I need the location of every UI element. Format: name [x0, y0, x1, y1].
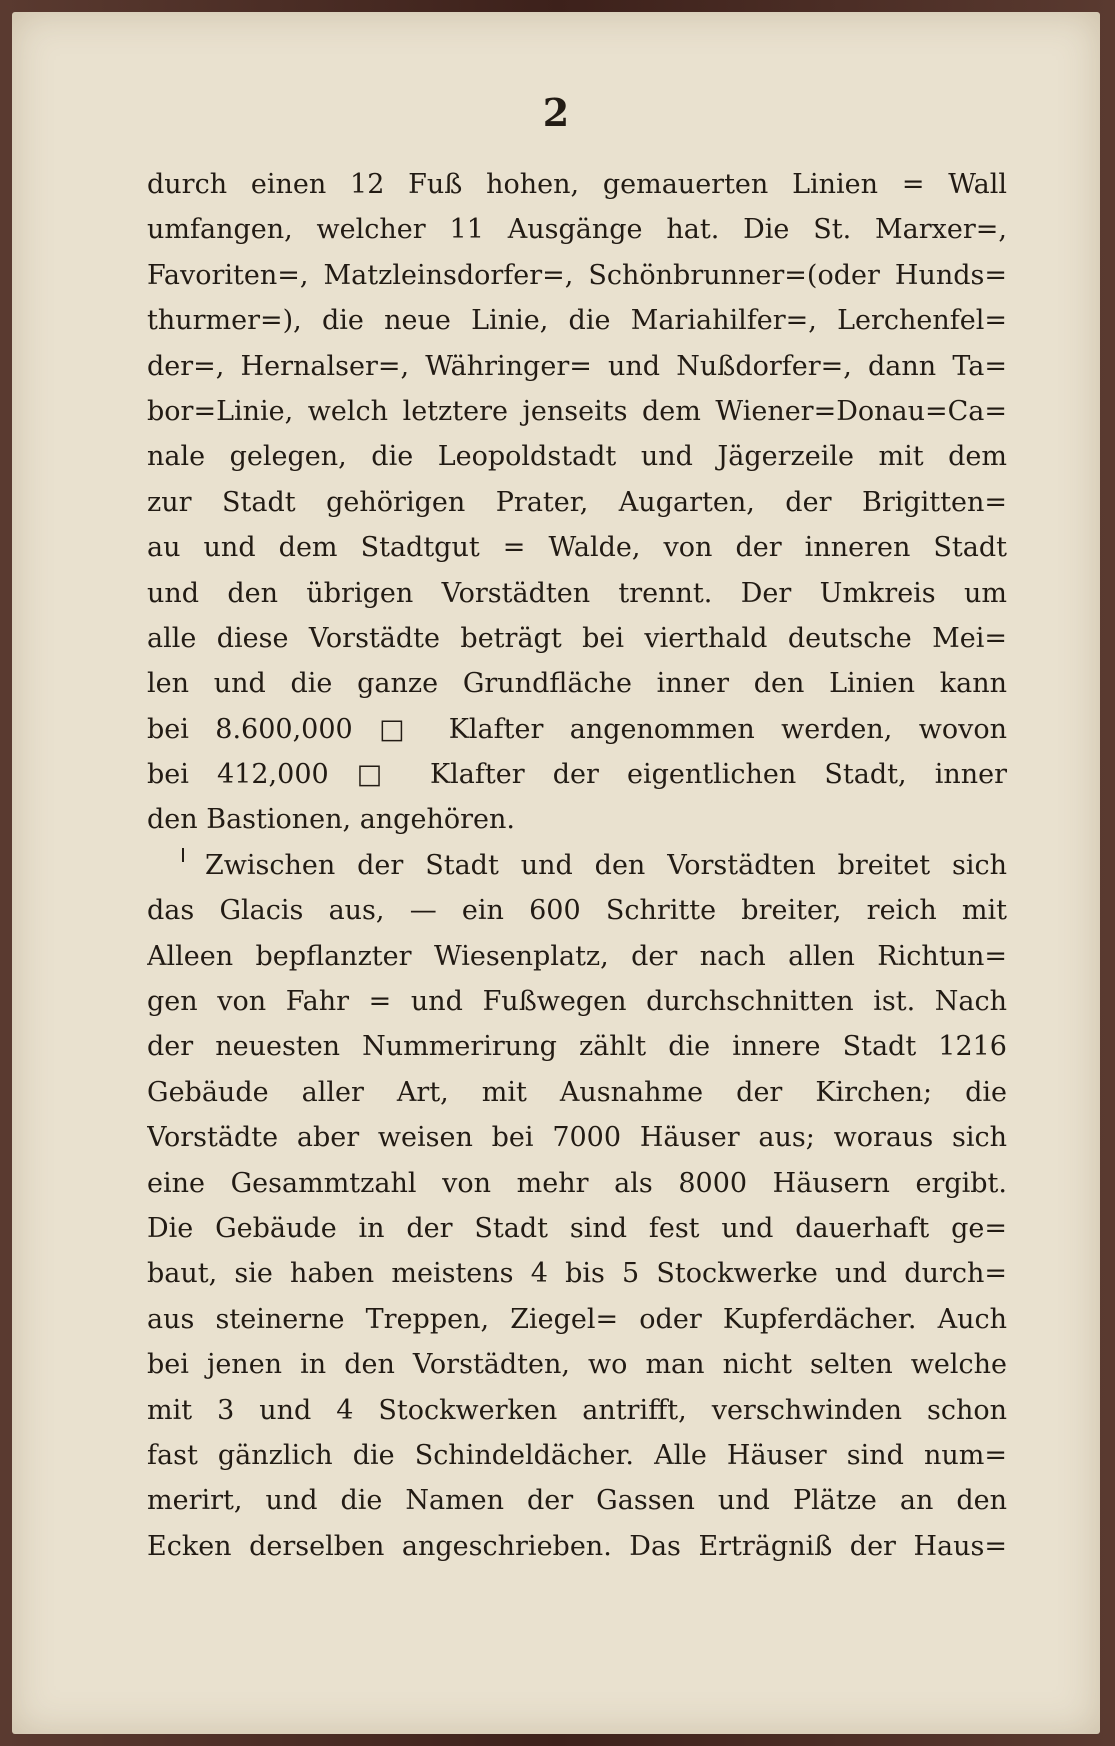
page-number: 2 — [542, 90, 570, 135]
text-line: durch einen 12 Fuß hohen, gemauerten Linien = Wall — [147, 169, 1007, 200]
text-line: gen von Fahr = und Fußwegen durchschnitten ist. Nach — [147, 986, 1007, 1018]
text-line: merirt, und die Namen der Gassen und Plätze an den — [147, 1485, 1007, 1517]
text-line: baut, sie haben meistens 4 bis 5 Stockwerke und durch= — [147, 1258, 1007, 1290]
text-line: bei jenen in den Vorstädten, wo man nicht selten welche — [147, 1349, 1007, 1381]
text-line: Die Gebäude in der Stadt sind fest und dauerhaft ge= — [147, 1212, 1007, 1244]
text-line: eine Gesammtzahl von mehr als 8000 Häusern ergibt. — [147, 1167, 1007, 1199]
text-line: Zwischen der Stadt und den Vorstädten breitet sich — [205, 849, 1007, 881]
text-line: Gebäude aller Art, mit Ausnahme der Kirchen; die — [147, 1076, 1007, 1108]
text-line: alle diese Vorstädte beträgt bei vierthald deutsche Mei= — [147, 622, 1007, 654]
text-line: umfangen, welcher 11 Ausgänge hat. Die St. Marxer=, — [147, 214, 1007, 246]
text-line: und den übrigen Vorstädten trennt. Der Umkreis um — [147, 577, 1007, 609]
text-line: bor=Linie, welch letztere jenseits dem Wiener=Donau=Ca= — [147, 395, 1007, 427]
text-line: Favoriten=, Matzleinsdorfer=, Schönbrunner=(oder Hunds= — [147, 259, 1007, 291]
text-line: der=, Hernalser=, Währinger= und Nußdorfer=, dann Ta= — [147, 350, 1007, 382]
text-line: zur Stadt gehörigen Prater, Augarten, der Brigitten= — [147, 486, 1007, 518]
text-line: fast gänzlich die Schindeldächer. Alle Häuser sind num= — [147, 1439, 1007, 1471]
text-line: bei 8.600,000 □ Klafter angenommen werden, wovon — [147, 713, 1007, 745]
text-line: den Bastionen, angehören. — [147, 804, 515, 836]
text-line: Alleen bepflanzter Wiesenplatz, der nach allen Richtun= — [147, 940, 1007, 972]
text-line: thurmer=), die neue Linie, die Mariahilfer=, Lerchenfel= — [147, 305, 1007, 337]
text-line: das Glacis aus, — ein 600 Schritte breiter, reich mit — [147, 895, 1007, 927]
text-line: Ecken derselben angeschrieben. Das Erträgniß der Haus= — [147, 1530, 1007, 1562]
text-line: Vorstädte aber weisen bei 7000 Häuser aus; woraus sich — [147, 1122, 1007, 1154]
text-line: len und die ganze Grundfläche inner den Linien kann — [147, 668, 1007, 700]
text-line: mit 3 und 4 Stockwerken antrifft, verschwinden schon — [147, 1394, 1007, 1426]
text-line: au und dem Stadtgut = Walde, von der inneren Stadt — [147, 532, 1007, 564]
text-line: bei 412,000 □ Klafter der eigentlichen Stadt, inner — [147, 759, 1007, 791]
book-page — [12, 12, 1100, 1734]
text-line: aus steinerne Treppen, Ziegel= oder Kupferdächer. Auch — [147, 1303, 1007, 1335]
text-line: der neuesten Nummerirung zählt die innere Stadt 1216 — [147, 1031, 1007, 1063]
text-line: nale gelegen, die Leopoldstadt und Jägerzeile mit dem — [147, 441, 1007, 473]
body-text — [147, 162, 1007, 1569]
